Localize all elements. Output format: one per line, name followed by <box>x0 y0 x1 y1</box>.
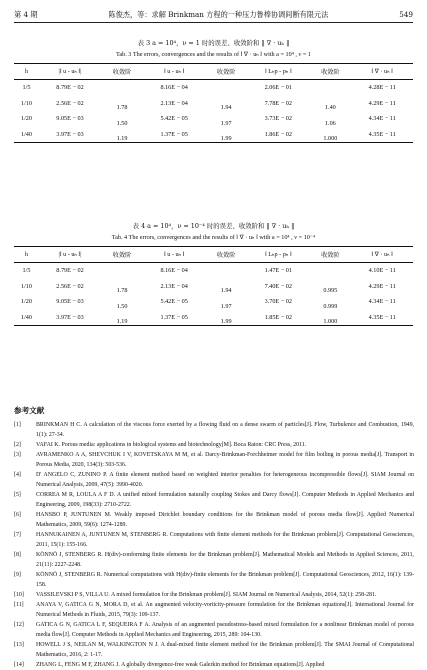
reference-number: [7] <box>14 532 21 538</box>
reference-text: KÖNNÖ J, STENBERG R. H(div)-conforming finite elements for the Brinkman problem[J]. Mathematical Models and Methods in Applied Sciences, 2011, 21(11): 2227-2248. <box>36 552 414 568</box>
table-cell: 3.73E − 02 <box>264 115 292 123</box>
table4-caption-en: Tab. 4 The errors, convergences and the results of ‖ ∇ · uₕ ‖ with a = 10⁴ , ν = 10⁻⁴ <box>111 234 316 241</box>
reference-item <box>14 490 414 510</box>
table-cell: 2.13E − 04 <box>160 99 188 107</box>
references-title: 参考文献 <box>14 406 45 415</box>
reference-number: [3] <box>14 452 21 458</box>
table4-header-row <box>14 247 413 263</box>
reference-item <box>14 510 414 530</box>
reference-text: HANSBO P, JUNTUNEN M. Weakly imposed Dirichlet boundary conditions for the Brinkman model of porous media flow[J]. Applied Numerical Mathematics, 2009, 59(6): 1274-1289. <box>36 512 414 528</box>
table-cell <box>101 80 143 96</box>
table-cell <box>309 263 351 279</box>
reference-number: [5] <box>14 492 21 498</box>
table-cell: 8.16E − 04 <box>160 267 188 275</box>
table-cell: 1.94 <box>220 287 232 294</box>
references-list <box>14 420 414 670</box>
table4-col-header: h <box>14 247 39 263</box>
table-cell: 1/5 <box>22 84 31 92</box>
table-cell: 3.97E − 03 <box>39 127 101 143</box>
reference-item <box>14 530 414 550</box>
table-cell: 1.19 <box>101 127 143 143</box>
reference-item <box>14 420 414 440</box>
table-cell: 1.78 <box>116 287 128 294</box>
table-cell <box>205 80 247 96</box>
page-number: 549 <box>399 10 413 19</box>
reference-text: ZHANG L, FENG M F, ZHANG J. A globally divergence-free weak Galerkin method for Brinkman equations[J]. Applied <box>36 662 325 668</box>
table-cell <box>101 263 143 279</box>
table-cell: 2.56E − 02 <box>56 282 84 290</box>
table3-col-header: 收敛阶 <box>309 64 351 80</box>
table-cell: 1.000 <box>309 310 351 326</box>
reference-text: ANAYA V, GATICA G N, MORA D, et al. An augmented velocity-vorticity-pressure formulation for the Brinkman equations[J]. International Journal for Numerical Methods in Fluids, 2015, 79(3): 109-137. <box>36 602 414 618</box>
table-cell: 8.79E − 02 <box>56 84 84 92</box>
table-row <box>14 279 413 295</box>
table-cell: 1/40 <box>14 127 39 143</box>
table-cell: 1.99 <box>205 127 247 143</box>
reference-number: [11] <box>14 602 24 608</box>
table4-col-header: ‖ ∇ · uₕ ‖ <box>351 247 413 263</box>
table-cell: 4.34E − 11 <box>368 298 396 306</box>
reference-item <box>14 440 414 450</box>
table4-col-header: ‖ Lₕp - pₕ ‖ <box>247 247 309 263</box>
table-cell: 0.999 <box>323 302 338 310</box>
running-title: 陈俊杰，等：求解 Brinkman 方程的一种压力鲁棒协调间断有限元法 <box>108 10 329 19</box>
table-cell: 7.78E − 02 <box>264 99 292 107</box>
table4-col-header: 收敛阶 <box>101 247 143 263</box>
table-cell: 3.97E − 03 <box>39 310 101 326</box>
reference-number: [13] <box>14 642 24 648</box>
running-header <box>14 10 413 19</box>
reference-number: [14] <box>14 662 24 668</box>
reference-text: KÖNNÖ J, STENBERG R. Numerical computations with H(div)-finite elements for the Brinkman problem[J]. Computational Geosciences, 2012, 16(1): 139-158. <box>36 572 414 588</box>
table-cell: 2.56E − 02 <box>56 99 84 107</box>
reference-item <box>14 450 414 470</box>
table-cell: 9.05E − 03 <box>56 115 84 123</box>
table3-col-header: ‖ ∇ · uₕ ‖ <box>351 64 413 80</box>
table-cell: 2.13E − 04 <box>160 282 188 290</box>
table3-col-header: 收敛阶 <box>101 64 143 80</box>
table-row <box>14 310 413 326</box>
table-cell: 1.37E − 05 <box>143 310 205 326</box>
table-cell: 1.94 <box>220 104 232 111</box>
table-cell: 1/40 <box>14 310 39 326</box>
header-rule <box>14 22 413 23</box>
table3-col-header: ‖ u - uₕ ‖ <box>143 64 205 80</box>
table-cell: 1.99 <box>205 310 247 326</box>
table3-caption-cn: 表 3 a = 10⁴，ν = 1 时的误差、收敛阶和 ‖ ∇ · uₕ ‖ <box>137 39 290 47</box>
table-cell: 4.35E − 11 <box>351 127 413 143</box>
reference-text: D' ANGELO C, ZUNINO P. A finite element method based on weighted interior penalties for heterogeneous incompressible flows[J]. SIAM Journal on Numerical Analysis, 2009, 47(5): 3990-4020. <box>36 472 414 488</box>
table-cell: 1.47E − 01 <box>264 267 292 275</box>
table-cell: 1/20 <box>20 298 32 306</box>
table-cell: 7.40E − 02 <box>264 282 292 290</box>
table-cell: 4.10E − 11 <box>368 267 396 275</box>
reference-text: HOWELL J S, NEILAN M, WALKINGTON N J. A dual-mixed finite element method for the Brinkman problem[J]. The SMAI Journal of Computational Mathematics, 2016, 2: 1-17. <box>36 642 414 658</box>
reference-item <box>14 550 414 570</box>
reference-number: [9] <box>14 572 21 578</box>
table4-caption-cn: 表 4 a = 10⁴，ν = 10⁻⁴ 时的误差、收敛阶和 ‖ ∇ · uₕ ‖ <box>132 222 295 230</box>
reference-text: HANNUKAINEN A, JUNTUNEN M, STENBERG R. Computations with finite element methods for the Brinkman problem[J]. Computational Geosciences, 2011, 15(1): 155-166. <box>36 532 414 548</box>
table-cell: 1.06 <box>324 119 336 127</box>
table-row <box>14 294 413 310</box>
table3-col-header: h <box>14 64 39 80</box>
reference-text: CORREA M R, LOULA A F D. A unified mixed formulation naturally coupling Stokes and Darcy flows[J]. Computer Methods in Applied Mechanics and Engineering, 2009, 198(33): 2710-2722. <box>36 492 414 508</box>
table4-col-header: 收敛阶 <box>309 247 351 263</box>
table4-col-header: 收敛阶 <box>205 247 247 263</box>
table-cell: 1/10 <box>20 282 32 290</box>
reference-number: [4] <box>14 472 21 478</box>
table-row <box>14 127 413 143</box>
table-cell: 1.78 <box>116 104 128 111</box>
table-cell: 5.42E − 05 <box>160 298 188 306</box>
table-cell: 1.50 <box>116 119 128 127</box>
table3-caption-en: Tab. 3 The errors, convergences and the results of ‖ ∇ · uₕ ‖ with a = 10⁴ , ν = 1 <box>116 51 311 58</box>
table-row <box>14 96 413 112</box>
table-cell: 1.50 <box>116 302 128 310</box>
table-cell: 1.40 <box>324 104 336 111</box>
table-row <box>14 80 413 96</box>
table-cell: 4.29E − 11 <box>368 99 396 107</box>
table-cell <box>205 263 247 279</box>
table-cell: 4.35E − 11 <box>351 310 413 326</box>
table-cell: 1.37E − 05 <box>143 127 205 143</box>
table-cell: 5.42E − 05 <box>160 115 188 123</box>
reference-item <box>14 470 414 490</box>
reference-number: [10] <box>14 592 24 598</box>
table4-col-header: ‖ u - uₕ ‖ <box>143 247 205 263</box>
table-cell: 1.19 <box>101 310 143 326</box>
reference-number: [12] <box>14 622 24 628</box>
table-cell: 8.16E − 04 <box>160 84 188 92</box>
table-row <box>14 263 413 279</box>
reference-text: VAFAI K. Porous media: applications in biological systems and biotechnology[M]. Boca Raton: CRC Press, 2011. <box>36 442 307 448</box>
reference-number: [2] <box>14 442 21 448</box>
table-cell: 4.34E − 11 <box>368 115 396 123</box>
table-cell: 1.97 <box>220 302 232 310</box>
table-cell: 3.70E − 02 <box>264 298 292 306</box>
table3-col-header: ‖ Lₕp - pₕ ‖ <box>247 64 309 80</box>
table-row <box>14 111 413 127</box>
reference-text: BRINKMAN H C. A calculation of the viscous force exerted by a flowing fluid on a dense swarm of particles[J]. Flow, Turbulence and Combustion, 1949, 1(1): 27-34. <box>36 422 414 438</box>
reference-text: GATICA G N, GATICA L F, SEQUEIRA F A. Analysis of an augmented pseudostress-based mixed formulation for a nonlinear Brinkman model of porous media flow[J]. Computer Methods in Applied Mechanics and Engineering, 2015, 289: 104-130. <box>36 622 414 638</box>
table3 <box>14 63 413 143</box>
issue-number: 第 4 期 <box>14 10 38 19</box>
table-cell: 8.79E − 02 <box>56 267 84 275</box>
table4-body <box>14 263 413 326</box>
table-cell: 1.85E − 02 <box>247 310 309 326</box>
reference-number: [8] <box>14 552 21 558</box>
table-cell: 1/20 <box>20 115 32 123</box>
table-cell: 1.000 <box>309 127 351 143</box>
table-cell <box>309 80 351 96</box>
table-cell: 9.05E − 03 <box>56 298 84 306</box>
reference-number: [1] <box>14 422 21 428</box>
reference-number: [6] <box>14 512 21 518</box>
table3-header-row <box>14 64 413 80</box>
reference-item <box>14 660 414 670</box>
table-cell: 1/5 <box>22 267 31 275</box>
reference-item <box>14 620 414 640</box>
table-cell: 4.28E − 11 <box>368 84 396 92</box>
table4-col-header: |‖ u - uₕ ‖| <box>39 247 101 263</box>
table3-body <box>14 80 413 143</box>
reference-text: VASSILEVSKI P S, VILLA U. A mixed formulation for the Brinkman problem[J]. SIAM Journal on Numerical Analysis, 2014, 52(1): 258-281. <box>36 592 377 598</box>
reference-item <box>14 570 414 590</box>
table3-col-header: |‖ u - uₕ ‖| <box>39 64 101 80</box>
table3-col-header: 收敛阶 <box>205 64 247 80</box>
table4 <box>14 246 413 326</box>
reference-text: AVRAMENKO A A, SHEVCHUK I V, KOVETSKAYA M M, et al. Darcy-Brinkman-Forchheimer model for film boiling in porous media[J]. Transport in Porous Media, 2020, 134(3): 503-536. <box>36 452 414 468</box>
table-cell: 4.29E − 11 <box>368 282 396 290</box>
table-cell: 1/10 <box>20 99 32 107</box>
reference-item <box>14 600 414 620</box>
table-cell: 2.06E − 01 <box>264 84 292 92</box>
table-cell: 1.86E − 02 <box>247 127 309 143</box>
reference-item <box>14 640 414 660</box>
reference-item <box>14 590 414 600</box>
table-cell: 1.97 <box>220 119 232 127</box>
table-cell: 0.995 <box>323 287 338 294</box>
